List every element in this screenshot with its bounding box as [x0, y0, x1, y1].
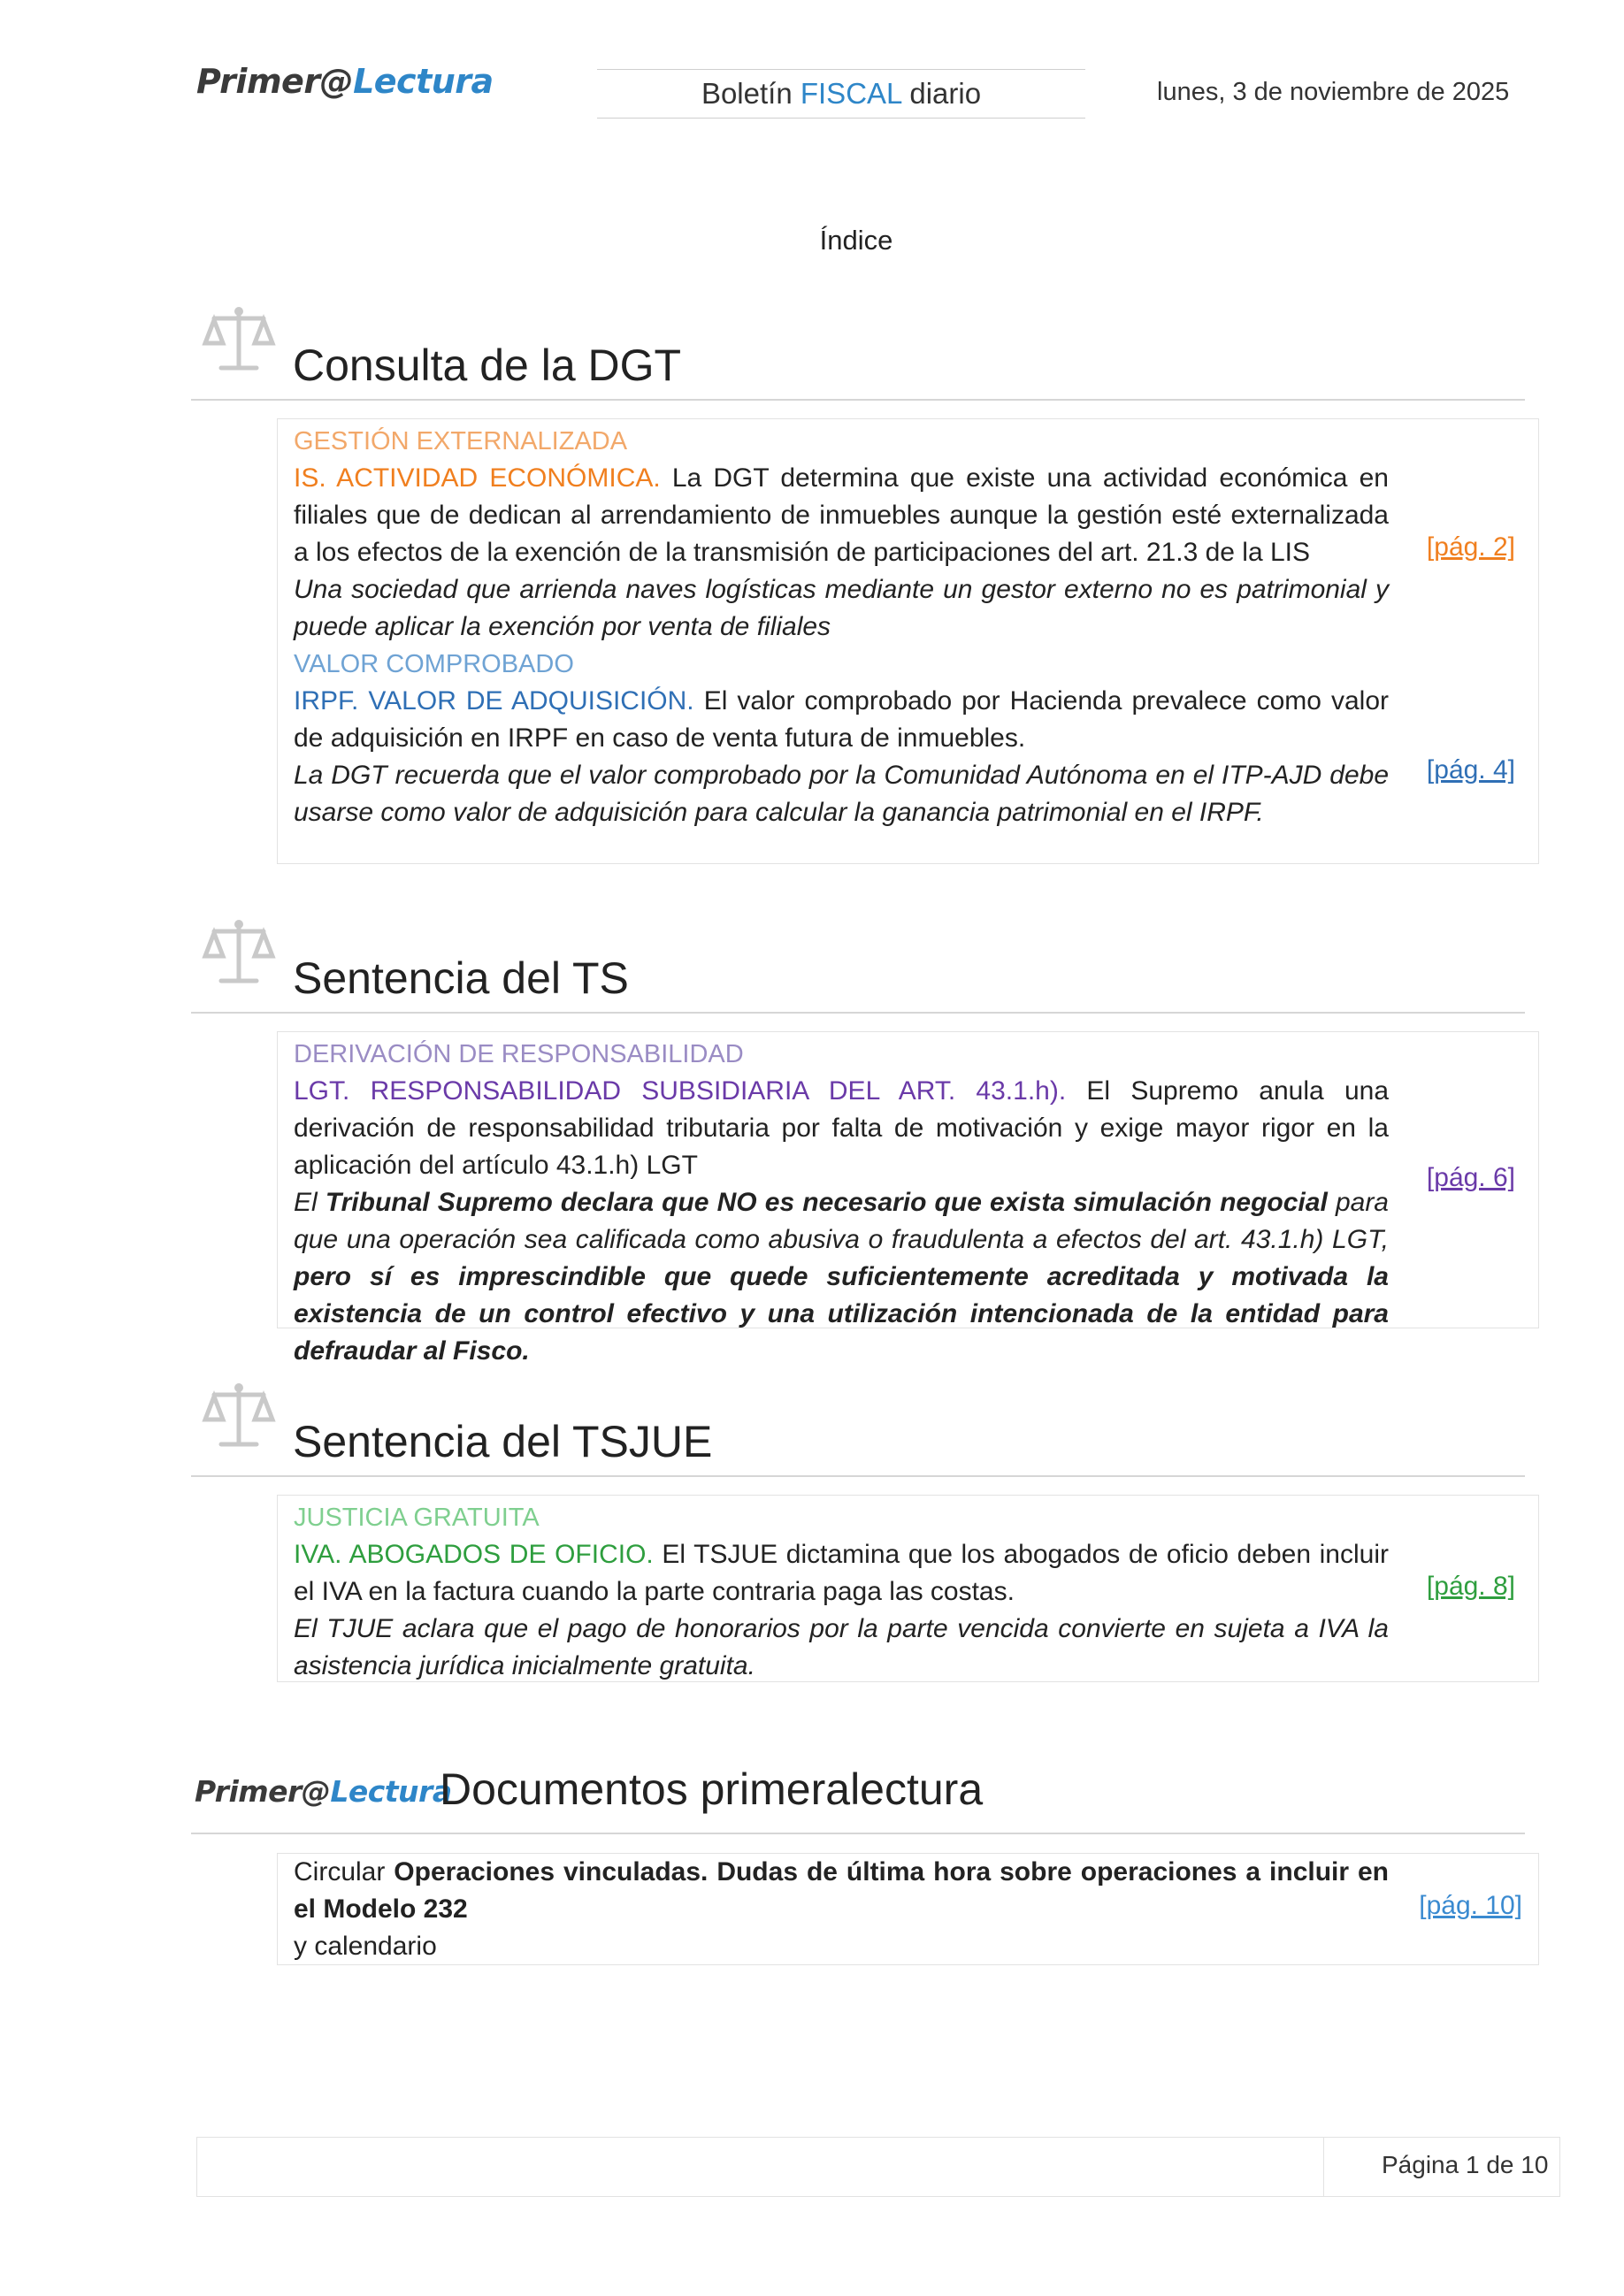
title-pre: Boletín	[701, 77, 801, 110]
section-title-dgt: Consulta de la DGT	[293, 341, 682, 390]
entry-category: JUSTICIA GRATUITA	[294, 1504, 540, 1532]
entry-ts	[294, 1036, 1389, 1370]
section-title-ts: Sentencia del TS	[293, 953, 629, 1003]
scales-icon	[202, 1379, 276, 1453]
entry-text: El valor comprobado por Hacienda prevalece como valor de adquisición en IRPF en caso de venta futura de inmuebles.	[294, 686, 1389, 753]
page-link[interactable]: [pág. 4]	[1426, 755, 1515, 784]
page-link[interactable]: [pág. 10]	[1419, 1891, 1522, 1920]
scales-icon	[202, 915, 276, 990]
section-divider	[191, 1833, 1525, 1834]
entry-heading: IS. ACTIVIDAD ECONÓMICA.	[294, 463, 661, 493]
logo-part1: Primer@	[195, 1774, 331, 1809]
entry-category: DERIVACIÓN DE RESPONSABILIDAD	[294, 1040, 744, 1068]
section-title-tsjue: Sentencia del TSJUE	[293, 1417, 713, 1466]
page-link[interactable]: [pág. 2]	[1426, 532, 1515, 562]
entry-summary: Una sociedad que arrienda naves logísticas mediante un gestor externo no es patrimonial y puede aplicar la exención por venta de filiales	[294, 575, 1389, 641]
title-post: diario	[901, 77, 982, 110]
title-highlight: FISCAL	[800, 77, 902, 110]
entry-text: La DGT determina que existe una actividad económica en filiales que de dedican al arrendamiento de inmuebles aunque la gestión esté externalizada a los efectos de la exención de la transmisión de participaciones del art. 21.3 de la LIS	[294, 463, 1389, 567]
entry-heading: IVA. ABOGADOS DE OFICIO.	[294, 1540, 654, 1569]
summary-bold-part: Tribunal Supremo declara que NO es necesario que exista simulación negocial	[325, 1188, 1328, 1217]
footer	[196, 2137, 1560, 2197]
entry-tsjue	[294, 1499, 1389, 1685]
entry-box-tsjue	[277, 1495, 1539, 1682]
entry-text: El Supremo anula una derivación de responsabilidad tributaria por falta de motivación y exige mayor rigor en la aplicación del artículo 43.1.h) LGT	[294, 1076, 1389, 1180]
entry-heading: LGT. RESPONSABILIDAD SUBSIDIARIA DEL ART. 43.1.h).	[294, 1076, 1067, 1106]
logo-part2: Lectura	[353, 62, 494, 101]
page-link[interactable]: [pág. 8]	[1426, 1572, 1515, 1601]
section-divider	[191, 399, 1525, 401]
logo-part1: Primer@	[196, 62, 354, 101]
entry-summary: El TJUE aclara que el pago de honorarios por la parte vencida convierte en sujeta a IVA la asistencia jurídica inicialmente gratuita.	[294, 1614, 1389, 1680]
section-divider	[191, 1475, 1525, 1477]
entry-dgt-2	[294, 646, 1389, 831]
footer-divider	[1323, 2137, 1324, 2197]
index-title: Índice	[819, 225, 893, 256]
logo-part2: Lectura	[330, 1774, 452, 1809]
entry-summary: La DGT recuerda que el valor comprobado por la Comunidad Autónoma en el ITP-AJD debe usarse como valor de adquisición para calcular la ganancia patrimonial en el IRPF.	[294, 761, 1389, 827]
doc-suffix: y calendario	[294, 1932, 437, 1961]
entry-category: VALOR COMPROBADO	[294, 650, 574, 678]
entry-heading: IRPF. VALOR DE ADQUISICIÓN.	[294, 686, 694, 716]
docs-logo	[195, 1774, 452, 1809]
bulletin-title	[597, 69, 1085, 119]
summary-part: El	[294, 1188, 326, 1217]
doc-prefix: Circular	[294, 1857, 395, 1887]
page-counter: Página 1 de 10	[1382, 2151, 1549, 2178]
entry-docs	[294, 1854, 1389, 1965]
entry-text: El TSJUE dictamina que los abogados de oficio deben incluir el IVA en la factura cuando la parte contraria paga las costas.	[294, 1540, 1389, 1606]
section-divider	[191, 1012, 1525, 1014]
summary-part: para que una operación sea calificada como abusiva o fraudulenta a efectos del art. 43.1.h) LGT,	[294, 1188, 1389, 1254]
scales-icon	[202, 302, 276, 377]
entry-box-dgt	[277, 418, 1539, 864]
entry-category: GESTIÓN EXTERNALIZADA	[294, 427, 628, 455]
doc-title: Operaciones vinculadas. Dudas de última hora sobre operaciones a incluir en el Modelo 232	[294, 1857, 1390, 1924]
summary-bold-part: pero sí es imprescindible que quede suficientemente acreditada y motivada la existencia de un control efectivo y una utilización intencionada de la entidad para defraudar al Fisco.	[294, 1262, 1389, 1366]
entry-box-ts	[277, 1031, 1539, 1366]
page-link[interactable]: [pág. 6]	[1426, 1163, 1515, 1192]
header-date: lunes, 3 de noviembre de 2025	[1157, 78, 1510, 106]
entry-dgt-1	[294, 423, 1389, 646]
entry-box-docs	[277, 1853, 1539, 1965]
header-logo	[196, 62, 494, 101]
section-title-docs: Documentos primeralectura	[440, 1764, 984, 1814]
